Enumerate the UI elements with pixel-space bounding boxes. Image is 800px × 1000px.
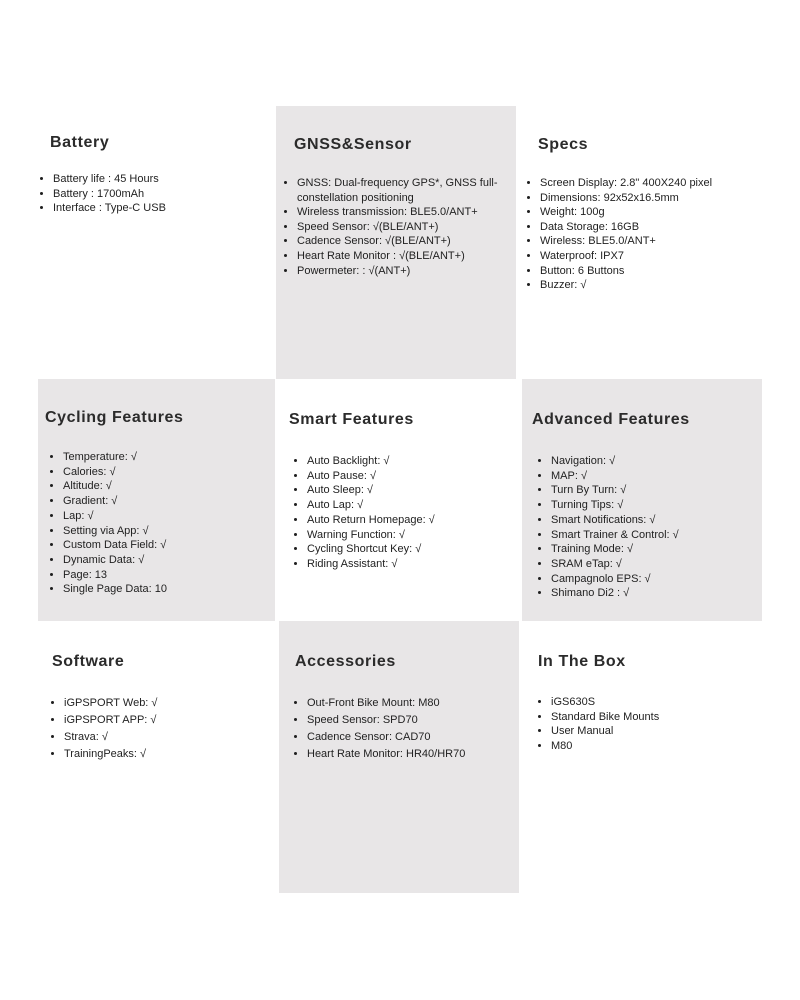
- advanced-features-list-item: • Turning Tips: √: [551, 498, 776, 513]
- advanced-features-list-item: • Smart Trainer & Control: √: [551, 528, 776, 543]
- cycling-features-list-item: • Single Page Data: 10: [63, 582, 288, 597]
- advanced-features-list-item: • Smart Notifications: √: [551, 513, 776, 528]
- gnss-sensor-list: [278, 176, 519, 278]
- specs-list-item: • Screen Display: 2.8" 400X240 pixel: [540, 176, 775, 191]
- gnss-sensor-list-item: • Powermeter: : √(ANT+): [297, 264, 519, 279]
- software-section: [38, 621, 279, 893]
- advanced-features-list-item: • SRAM eTap: √: [551, 557, 776, 572]
- software-list-item: • TrainingPeaks: √: [64, 746, 289, 763]
- specs-list-item: • Buzzer: √: [540, 278, 775, 293]
- in-the-box-heading: In The Box: [538, 653, 626, 670]
- advanced-features-list-item: • Training Mode: √: [551, 542, 776, 557]
- cycling-features-list-item: • Altitude: √: [63, 479, 288, 494]
- cycling-features-list-item: • Page: 13: [63, 568, 288, 583]
- advanced-features-list-item: • Turn By Turn: √: [551, 483, 776, 498]
- battery-list: [34, 172, 278, 216]
- advanced-features-list-item: • Navigation: √: [551, 454, 776, 469]
- accessories-heading: Accessories: [295, 653, 396, 670]
- advanced-features-list-item: • Shimano Di2 : √: [551, 586, 776, 601]
- battery-list-item: • Battery life : 45 Hours: [53, 172, 278, 187]
- gnss-sensor-list-item: • GNSS: Dual-frequency GPS*, GNSS full-constellation positioning: [297, 176, 519, 205]
- cycling-features-heading: Cycling Features: [45, 409, 184, 426]
- specs-list-item: • Weight: 100g: [540, 205, 775, 220]
- smart-features-list: [288, 454, 537, 572]
- advanced-features-list: [532, 454, 776, 601]
- smart-features-list-item: • Auto Lap: √: [307, 498, 537, 513]
- accessories-list-item: • Out-Front Bike Mount: M80: [307, 695, 532, 712]
- software-list-item: • iGPSPORT APP: √: [64, 712, 289, 729]
- battery-section: [31, 106, 276, 379]
- gnss-sensor-list-item: • Wireless transmission: BLE5.0/ANT+: [297, 205, 519, 220]
- software-list: [45, 695, 289, 763]
- smart-features-list-item: • Cycling Shortcut Key: √: [307, 542, 537, 557]
- in-the-box-list: [532, 695, 776, 753]
- specs-list-item: • Data Storage: 16GB: [540, 220, 775, 235]
- accessories-list-item: • Cadence Sensor: CAD70: [307, 729, 532, 746]
- accessories-section: [279, 621, 519, 893]
- specs-list-item: • Dimensions: 92x52x16.5mm: [540, 191, 775, 206]
- gnss-sensor-list-item: • Heart Rate Monitor : √(BLE/ANT+): [297, 249, 519, 264]
- cycling-features-section: [38, 379, 275, 621]
- specs-heading: Specs: [538, 136, 589, 153]
- advanced-features-list-item: • Campagnolo EPS: √: [551, 572, 776, 587]
- gnss-sensor-section: [276, 106, 516, 379]
- battery-list-item: • Interface : Type-C USB: [53, 201, 278, 216]
- smart-features-section: [275, 379, 522, 621]
- smart-features-list-item: • Auto Backlight: √: [307, 454, 537, 469]
- in-the-box-list-item: • iGS630S: [551, 695, 776, 710]
- in-the-box-list-item: • Standard Bike Mounts: [551, 710, 776, 725]
- smart-features-list-item: • Warning Function: √: [307, 528, 537, 543]
- specs-list-item: • Button: 6 Buttons: [540, 264, 775, 279]
- accessories-list: [288, 695, 532, 763]
- software-list-item: • Strava: √: [64, 729, 289, 746]
- specs-list-item: • Wireless: BLE5.0/ANT+: [540, 234, 775, 249]
- in-the-box-list-item: • User Manual: [551, 724, 776, 739]
- cycling-features-list-item: • Lap: √: [63, 509, 288, 524]
- in-the-box-list-item: • M80: [551, 739, 776, 754]
- smart-features-list-item: • Auto Pause: √: [307, 469, 537, 484]
- cycling-features-list: [44, 450, 288, 597]
- cycling-features-list-item: • Setting via App: √: [63, 524, 288, 539]
- specs-section: [516, 106, 762, 379]
- in-the-box-section: [519, 621, 762, 893]
- battery-heading: Battery: [50, 134, 110, 151]
- gnss-sensor-list-item: • Speed Sensor: √(BLE/ANT+): [297, 220, 519, 235]
- battery-list-item: • Battery : 1700mAh: [53, 187, 278, 202]
- specs-list: [521, 176, 775, 293]
- smart-features-list-item: • Riding Assistant: √: [307, 557, 537, 572]
- advanced-features-list-item: • MAP: √: [551, 469, 776, 484]
- cycling-features-list-item: • Calories: √: [63, 465, 288, 480]
- accessories-list-item: • Heart Rate Monitor: HR40/HR70: [307, 746, 532, 763]
- accessories-list-item: • Speed Sensor: SPD70: [307, 712, 532, 729]
- cycling-features-list-item: • Temperature: √: [63, 450, 288, 465]
- advanced-features-heading: Advanced Features: [532, 411, 690, 428]
- smart-features-list-item: • Auto Sleep: √: [307, 483, 537, 498]
- smart-features-list-item: • Auto Return Homepage: √: [307, 513, 537, 528]
- advanced-features-section: [522, 379, 762, 621]
- cycling-features-list-item: • Custom Data Field: √: [63, 538, 288, 553]
- gnss-sensor-list-item: • Cadence Sensor: √(BLE/ANT+): [297, 234, 519, 249]
- cycling-features-list-item: • Dynamic Data: √: [63, 553, 288, 568]
- gnss-sensor-heading: GNSS&Sensor: [294, 136, 412, 153]
- specs-list-item: • Waterproof: IPX7: [540, 249, 775, 264]
- cycling-features-list-item: • Gradient: √: [63, 494, 288, 509]
- software-list-item: • iGPSPORT Web: √: [64, 695, 289, 712]
- smart-features-heading: Smart Features: [289, 411, 414, 428]
- software-heading: Software: [52, 653, 125, 670]
